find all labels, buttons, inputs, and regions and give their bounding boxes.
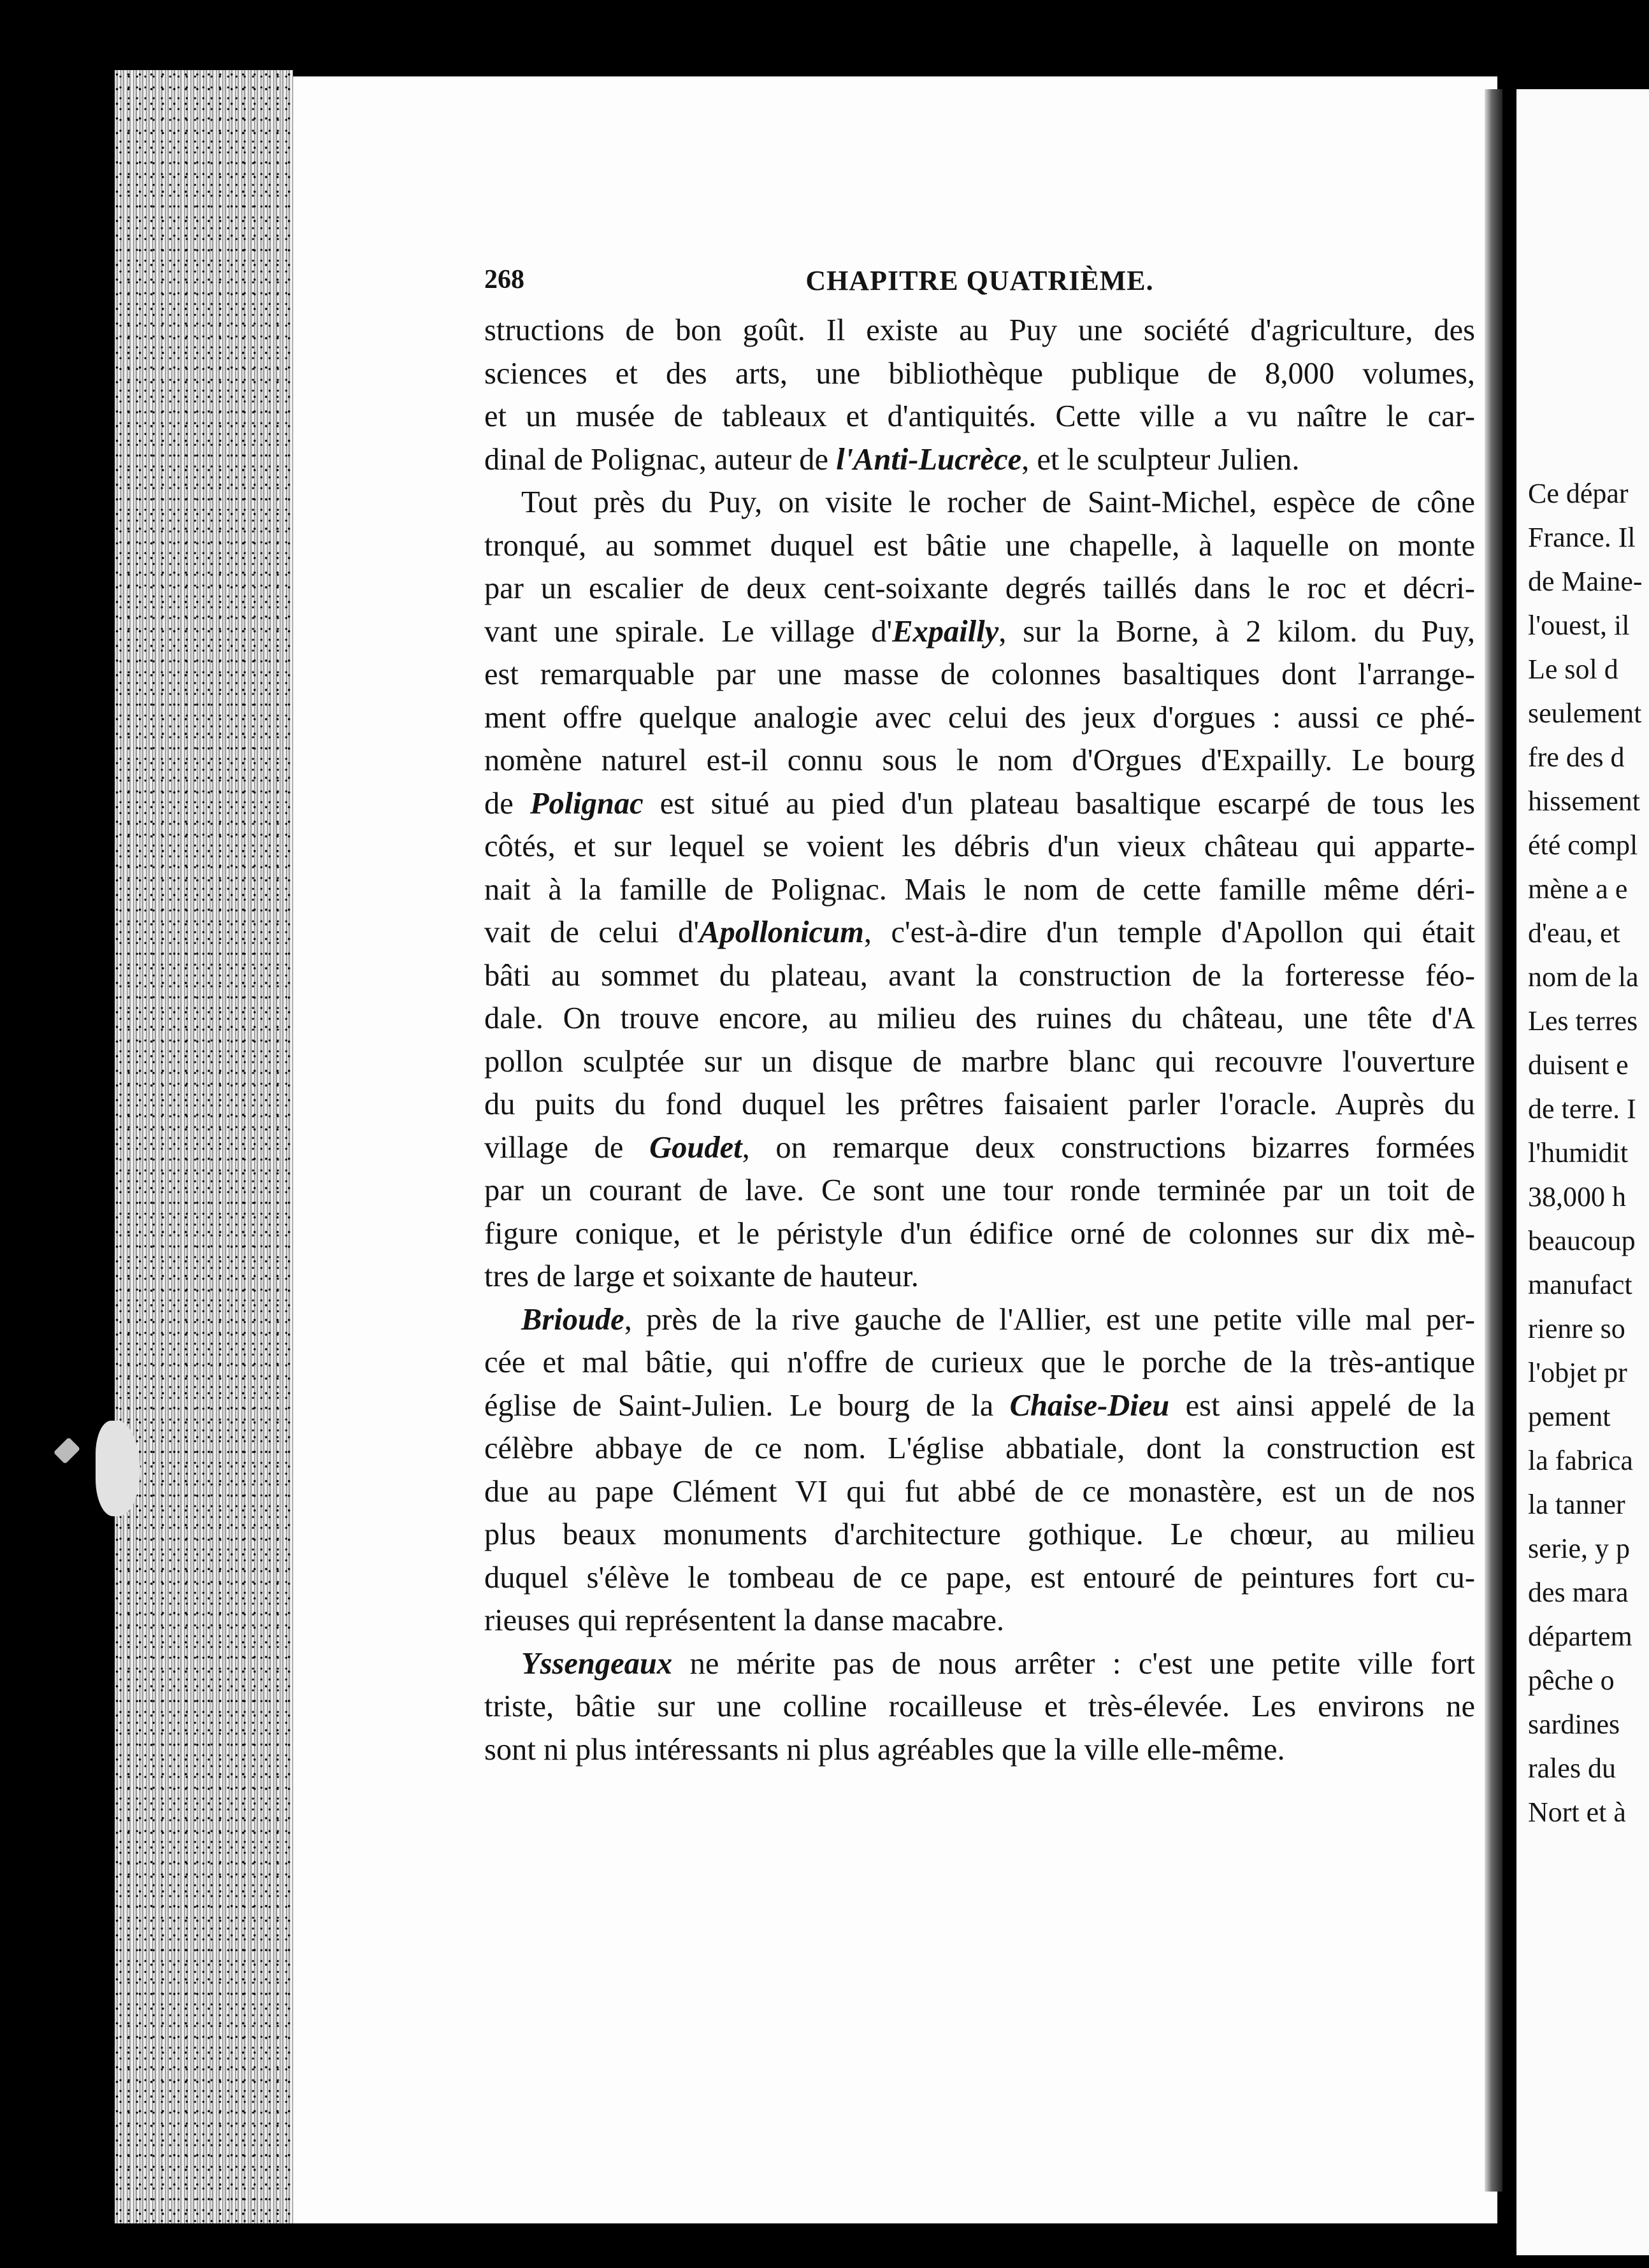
right-page-line: l'ouest, il [1528, 610, 1630, 641]
chapter-title: CHAPITRE QUATRIÈME. [805, 265, 1154, 296]
text-line [484, 438, 1475, 482]
scan-speck [54, 1437, 80, 1464]
text-run: dinal de Polignac, auteur de [484, 442, 837, 477]
paragraph-3 [484, 1298, 1475, 1642]
right-page-line: mène a e [1528, 873, 1628, 905]
text-line: est remarquable par une masse de colonnes basaltiques dont l'arrange- [484, 657, 1475, 691]
text-line: côtés, et sur lequel se voient les débris d'un vieux château qui apparte- [484, 829, 1475, 863]
right-page-line: départem [1528, 1621, 1632, 1652]
text-run: de [484, 786, 530, 821]
text-line: sont ni plus intéressants ni plus agréables que la ville elle-même. [484, 1732, 1285, 1767]
italic-place: Apollonicum [699, 915, 864, 949]
text-line: cée et mal bâtie, qui n'offre de curieux que le porche de la très-antique [484, 1346, 1475, 1379]
right-page-line: beaucoup [1528, 1225, 1636, 1256]
text-line: bâti au sommet du plateau, avant la construction de la forteresse féo- [484, 958, 1475, 993]
text-run: vait de celui d' [484, 915, 700, 949]
text-run: ne mérite pas de nous arrêter : c'est une petite ville fort [672, 1646, 1475, 1681]
text-line: figure conique, et le péristyle d'un édifice orné de colonnes sur dix mè- [484, 1216, 1475, 1251]
right-page-line: duisent e [1528, 1049, 1629, 1080]
text-line [484, 782, 1475, 826]
text-line [521, 1298, 1475, 1342]
right-page-line: sardines [1528, 1709, 1620, 1740]
right-page-line: rienre so [1528, 1313, 1625, 1344]
text-line: par un escalier de deux cent-soixante degrés taillés dans le roc et décri- [484, 571, 1475, 605]
paragraph-2 [484, 481, 1475, 1298]
text-run: , on remarque deux constructions bizarres formées [742, 1130, 1475, 1165]
text-line: du puits du fond duquel les prêtres faisaient parler l'oracle. Auprès du [484, 1087, 1475, 1121]
text-run: vant une spirale. Le village d' [484, 614, 893, 649]
right-page-line: serie, y p [1528, 1533, 1631, 1564]
text-line: par un courant de lave. Ce sont une tour ronde terminée par un toit de [484, 1173, 1475, 1207]
text-run: village de [484, 1130, 650, 1165]
paragraph-1 [484, 309, 1475, 481]
page-number: 268 [484, 265, 524, 294]
text-line: ment offre quelque analogie avec celui des jeux d'orgues : aussi ce phé- [484, 700, 1475, 735]
right-page-line: nom de la [1528, 961, 1639, 993]
text-line: Tout près du Puy, on visite le rocher de Saint-Michel, espèce de cône [521, 485, 1475, 519]
right-page-line: d'eau, et [1528, 917, 1620, 949]
text-line: triste, bâtie sur une colline rocailleuse et très-élevée. Les environs ne [484, 1690, 1475, 1723]
text-line: pollon sculptée sur un disque de marbre blanc qui recouvre l'ouverture [484, 1044, 1475, 1079]
right-page-line: pêche o [1528, 1665, 1615, 1696]
right-page-line: Nort et à [1528, 1797, 1626, 1828]
text-run: , sur la Borne, à 2 kilom. du Puy, [998, 614, 1475, 649]
text-run: , près de la rive gauche de l'Allier, est une petite ville mal per- [624, 1302, 1475, 1337]
paper-tab [96, 1421, 140, 1516]
right-page-line: de terre. I [1528, 1093, 1636, 1124]
right-page-line: Le sol d [1528, 654, 1618, 685]
text-line [484, 911, 1475, 954]
text-line: célèbre abbaye de ce nom. L'église abbatiale, dont la construction est [484, 1432, 1475, 1465]
italic-place: Chaise-Dieu [1009, 1388, 1170, 1423]
text-line: duquel s'élève le tombeau de ce pape, est entouré de peintures fort cu- [484, 1560, 1475, 1595]
text-line: nait à la famille de Polignac. Mais le nom de cette famille même déri- [484, 872, 1475, 907]
right-page-line: France. Il [1528, 522, 1636, 553]
text-run: est ainsi appelé de la [1169, 1388, 1476, 1423]
right-page-line: l'objet pr [1528, 1357, 1627, 1388]
right-page-line: l'humidit [1528, 1137, 1629, 1168]
text-line: nomène naturel est-il connu sous le nom d'Orgues d'Expailly. Le bourg [484, 743, 1475, 777]
italic-place: Expailly [892, 614, 999, 649]
page-body [484, 252, 1475, 1771]
text-line [521, 1642, 1475, 1686]
right-page-line: été compl [1528, 829, 1638, 861]
italic-place: Brioude [521, 1302, 624, 1337]
text-run: , c'est-à-dire d'un temple d'Apollon qui était [863, 915, 1475, 949]
text-line: et un musée de tableaux et d'antiquités. Cette ville a vu naître le car- [484, 399, 1475, 433]
italic-place: Yssengeaux [521, 1646, 673, 1681]
text-line: rieuses qui représentent la danse macabre. [484, 1604, 1005, 1637]
running-head [484, 252, 1475, 309]
right-page-line: rales du [1528, 1753, 1617, 1784]
text-run: est situé au pied d'un plateau basaltique escarpé de tous les [643, 786, 1475, 821]
right-page-line: fre des d [1528, 742, 1625, 773]
text-line: due au pape Clément VI qui fut abbé de ce monastère, est un de nos [484, 1474, 1475, 1509]
italic-place: Goudet [649, 1130, 742, 1165]
right-page-line: 38,000 h [1528, 1181, 1626, 1212]
right-page [1516, 89, 1649, 2255]
right-page-line: pement [1528, 1401, 1611, 1432]
left-page [293, 76, 1497, 2223]
text-line [484, 1126, 1475, 1170]
text-line: structions de bon goût. Il existe au Puy une société d'agriculture, des [484, 313, 1475, 347]
text-line: dale. On trouve encore, au milieu des ruines du château, une tête d'A [484, 1001, 1475, 1035]
text-line: sciences et des arts, une bibliothèque publique de 8,000 volumes, [484, 356, 1475, 391]
page-edges-texture [115, 70, 293, 2223]
right-page-text [1528, 471, 1649, 1834]
text-line: tres de large et soixante de hauteur. [484, 1260, 919, 1293]
right-page-line: seulement [1528, 698, 1642, 729]
right-page-line: des mara [1528, 1577, 1629, 1608]
text-run: église de Saint-Julien. Le bourg de la [484, 1388, 1010, 1423]
right-page-line: hissement [1528, 786, 1640, 817]
book-gutter-shadow [1485, 89, 1502, 2192]
text-line: tronqué, au sommet duquel est bâtie une chapelle, à laquelle on monte [484, 528, 1475, 563]
right-page-line: Ce dépar [1528, 478, 1629, 509]
paragraph-4 [484, 1642, 1475, 1772]
italic-place: Polignac [529, 786, 644, 821]
italic-title: l'Anti-Lucrèce [836, 442, 1022, 477]
right-page-line: manufact [1528, 1269, 1632, 1300]
text-line [484, 1384, 1475, 1428]
text-line: plus beaux monuments d'architecture gothique. Le chœur, au milieu [484, 1518, 1475, 1551]
text-line [484, 610, 1475, 654]
text-run: , et le sculpteur Julien. [1021, 442, 1300, 477]
right-page-line: Les terres [1528, 1005, 1638, 1037]
right-page-line: de Maine- [1528, 566, 1643, 597]
right-page-line: la fabrica [1528, 1445, 1633, 1476]
right-page-line: la tanner [1528, 1489, 1625, 1520]
